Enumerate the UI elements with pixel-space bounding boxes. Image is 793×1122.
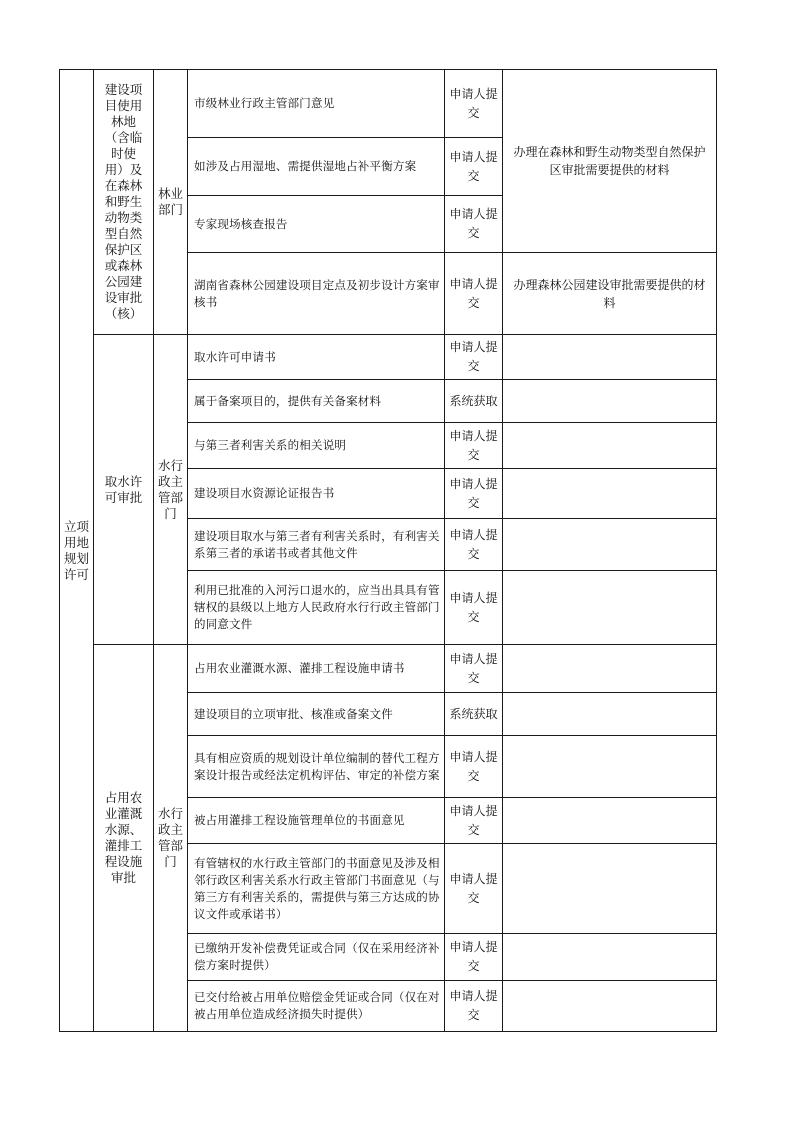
- source-cell: [445, 253, 502, 334]
- approval-item-label: 建设项 目使用 林地 （含临 时使 用）及 在森林 和野生 动物类 型自然 保护区 或森林 公园建 设审批 （核）: [104, 82, 143, 321]
- material-cell: [188, 380, 444, 422]
- material-text: 与第三者利害关系的相关说明: [194, 438, 347, 452]
- source-cell: [445, 736, 502, 797]
- material-cell: [188, 70, 444, 137]
- remark-cell: [503, 253, 716, 334]
- material-cell: [188, 469, 444, 518]
- table-border-right: [716, 69, 717, 1032]
- material-text: 已交付给被占用单位赔偿金凭证或合同（仅在对被占用单位造成经济损失时提供）: [194, 990, 440, 1021]
- source-cell: [445, 798, 502, 843]
- source-cell: [445, 981, 502, 1031]
- department-cell: [154, 335, 187, 644]
- material-text: 建设项目取水与第三者有利害关系时，有利害关系第三者的承诺书或者其他文件: [194, 528, 440, 560]
- source-cell: [445, 423, 502, 468]
- material-text: 属于备案项目的，提供有关备案材料: [194, 393, 382, 408]
- material-cell: [188, 571, 444, 644]
- source-cell: [445, 645, 502, 692]
- source-text: 申请人提 交: [449, 476, 498, 510]
- material-cell: [188, 693, 444, 735]
- source-text: 申请人提 交: [449, 207, 498, 240]
- remark-text: 办理在森林和野生动物类型自然保护区审批需要提供的材料: [513, 145, 706, 177]
- material-text: 建设项目的立项审批、核准或备案文件: [194, 706, 393, 721]
- source-cell: [445, 469, 502, 518]
- source-text: 申请人提 交: [449, 749, 498, 783]
- source-cell: [445, 934, 502, 980]
- material-cell: [188, 981, 444, 1031]
- source-cell: [445, 335, 502, 379]
- material-text: 占用农业灌溉水源、灌排工程设施申请书: [194, 661, 405, 675]
- material-cell: [188, 844, 444, 933]
- approval-item-label: 占用农 业灌溉 水源、 灌排工 程设施 审批: [104, 790, 143, 885]
- source-text: 系统获取: [449, 393, 498, 408]
- source-text: 申请人提 交: [449, 86, 498, 120]
- source-text: 申请人提 交: [449, 340, 498, 373]
- material-text: 建设项目水资源论证报告书: [194, 486, 335, 500]
- material-text: 湖南省森林公园建设项目定点及初步设计方案审核书: [194, 277, 440, 309]
- material-text: 有管辖权的水行政主管部门的书面意见及涉及相邻行政区利害关系水行政主管部门书面意见（与第三方有利害关系的，需提供与第三方达成的协议文件或承诺书）: [194, 855, 440, 921]
- remark-text: 办理森林公园建设审批需要提供的材料: [513, 277, 706, 310]
- material-text: 已缴纳开发补偿费凭证或合同（仅在采用经济补偿方案时提供）: [194, 941, 440, 972]
- source-text: 系统获取: [449, 706, 498, 721]
- source-cell: [445, 519, 502, 570]
- source-text: 申请人提 交: [449, 989, 498, 1022]
- source-cell: [445, 70, 502, 137]
- source-cell: [445, 138, 502, 195]
- material-cell: [188, 645, 444, 692]
- source-text: 申请人提 交: [449, 428, 498, 462]
- approval-item-label: 取水许 可审批: [104, 473, 143, 505]
- source-text: 申请人提 交: [449, 149, 498, 183]
- material-text: 取水许可申请书: [194, 349, 276, 364]
- material-text: 利用已批准的入河污口退水的，应当出具具有管辖权的县级以上地方人民政府水行行政主管部门的同意文件: [194, 583, 440, 631]
- material-cell: [188, 196, 444, 252]
- material-cell: [188, 798, 444, 843]
- material-text: 市级林业行政主管部门意见: [194, 96, 335, 110]
- source-cell: [445, 844, 502, 933]
- table-border-bottom: [59, 1031, 717, 1032]
- source-text: 申请人提 交: [449, 276, 498, 310]
- approval-item-cell: [94, 70, 153, 334]
- department-cell: [154, 645, 187, 1031]
- source-text: 申请人提 交: [449, 651, 498, 685]
- material-cell: [188, 519, 444, 570]
- material-cell: [188, 736, 444, 797]
- material-cell: [188, 253, 444, 334]
- category-label: 立项 用地 规划 许可: [63, 518, 89, 582]
- category-cell: [60, 70, 93, 1031]
- source-cell: [445, 196, 502, 252]
- department-cell: [154, 70, 187, 334]
- material-text: 专家现场核查报告: [194, 216, 288, 231]
- material-text: 具有相应资质的规划设计单位编制的替代工程方案设计报告或经法定机构评估、审定的补偿方案: [194, 750, 440, 782]
- department-label: 林业 部门: [157, 186, 183, 217]
- material-cell: [188, 423, 444, 468]
- approval-item-cell: [94, 335, 153, 644]
- material-text: 如涉及占用湿地、需提供湿地占补平衡方案: [194, 159, 417, 173]
- department-label: 水行 政主 管部 门: [157, 806, 183, 869]
- source-text: 申请人提 交: [449, 527, 498, 561]
- source-text: 申请人提 交: [449, 590, 498, 624]
- material-cell: [188, 335, 444, 379]
- source-cell: [445, 380, 502, 422]
- department-label: 水行 政主 管部 门: [157, 457, 183, 521]
- material-cell: [188, 138, 444, 195]
- material-cell: [188, 934, 444, 980]
- approval-item-cell: [94, 645, 153, 1031]
- source-cell: [445, 571, 502, 644]
- remark-cell: [503, 70, 716, 252]
- material-text: 被占用灌排工程设施管理单位的书面意见: [194, 813, 405, 827]
- source-cell: [445, 693, 502, 735]
- source-text: 申请人提交: [449, 871, 498, 905]
- source-text: 申请人提 交: [449, 940, 498, 973]
- source-text: 申请人提 交: [449, 803, 498, 837]
